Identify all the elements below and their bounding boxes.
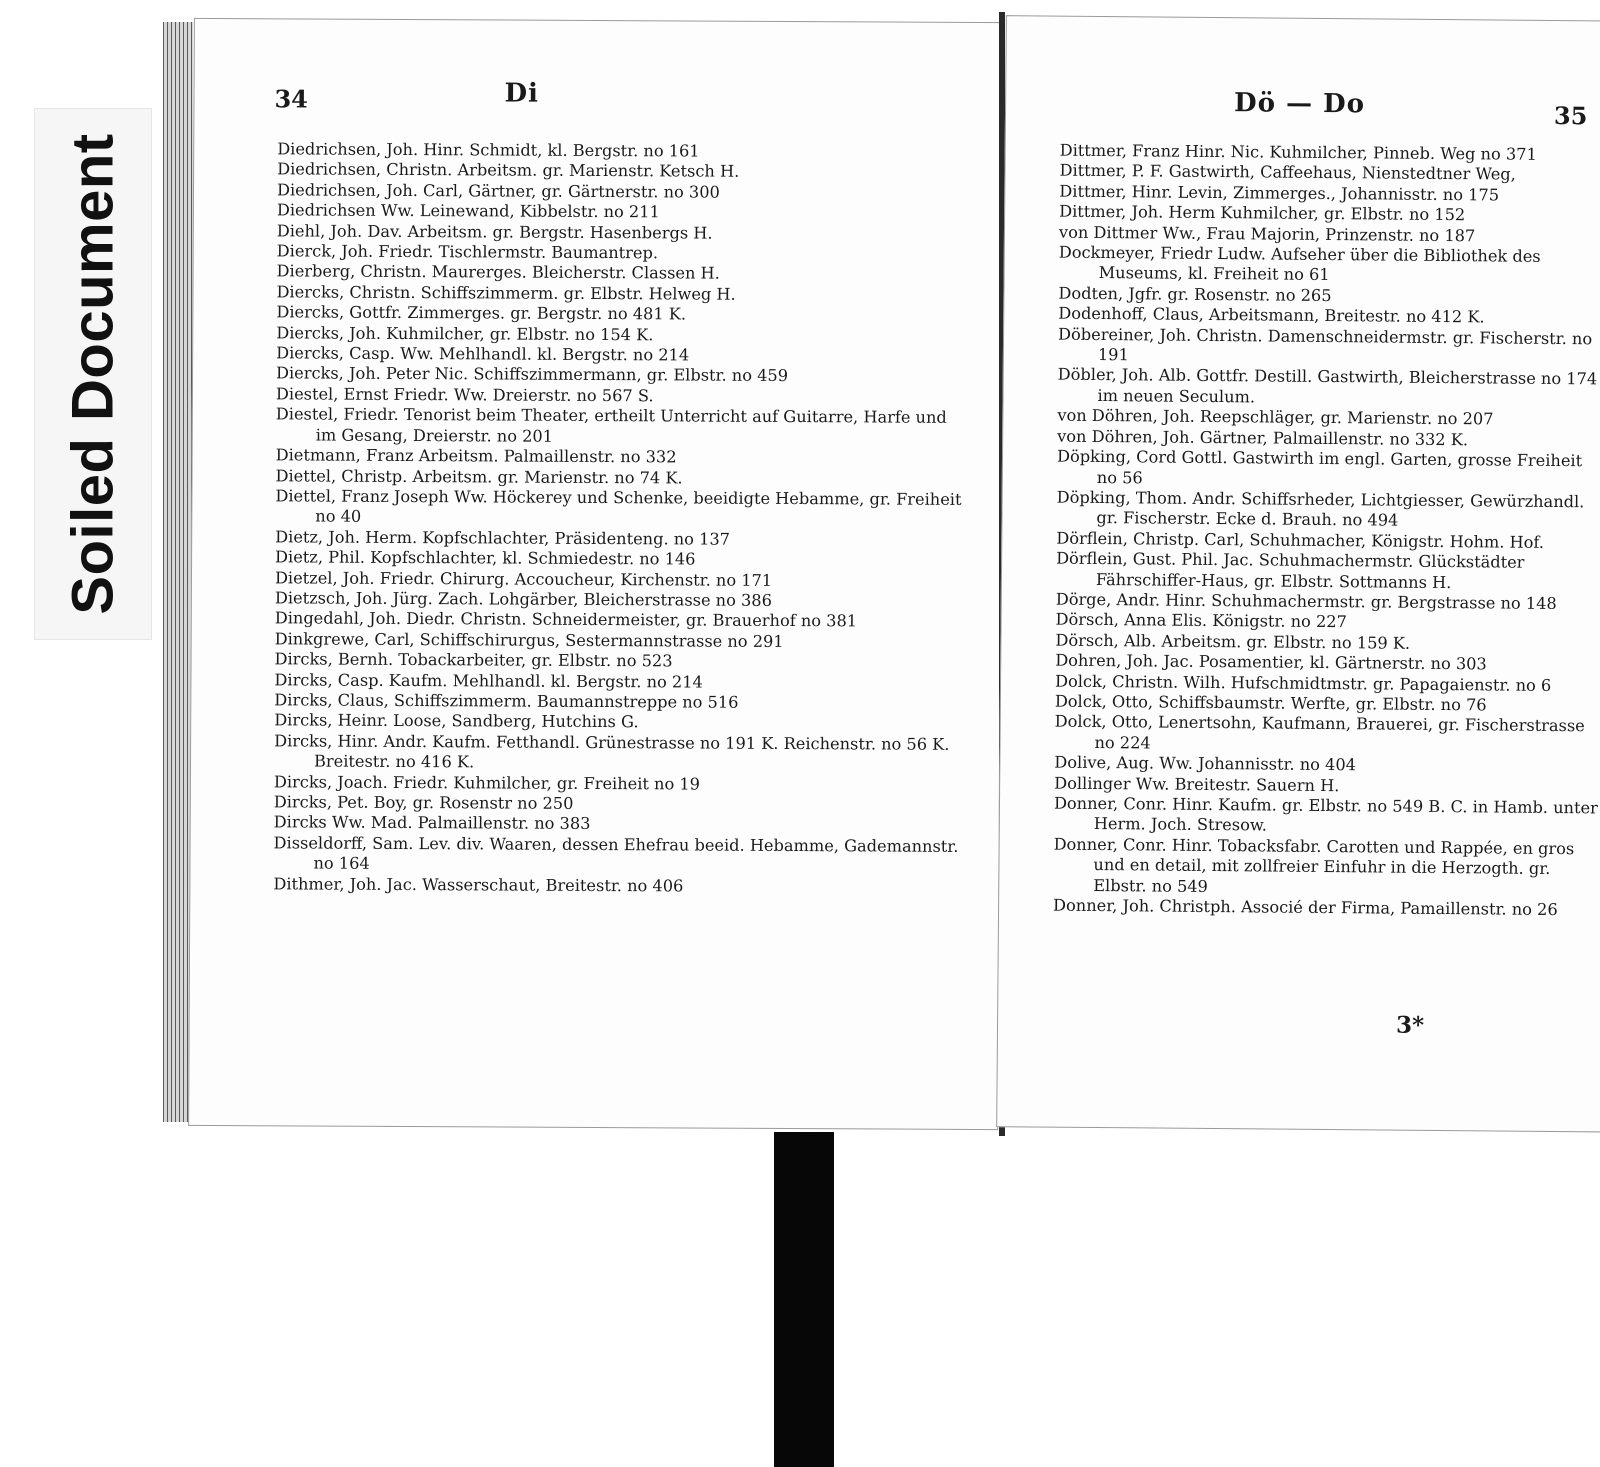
- directory-entry: Dircks, Heinr. Loose, Sandberg, Hutchins G.: [274, 710, 639, 732]
- directory-entry: Dircks, Joach. Friedr. Kuhmilcher, gr. Freiheit no 19: [273, 771, 701, 794]
- open-book: [163, 12, 1598, 1132]
- directory-entry: Dietzsch, Joh. Jürg. Zach. Lohgärber, Bleicherstrasse no 386: [274, 588, 772, 610]
- soiled-document-stamp: [34, 108, 152, 640]
- directory-entry: Diercks, Gottfr. Zimmerges. gr. Bergstr. no 481 K.: [276, 302, 687, 324]
- directory-entry: Dittmer, Franz Hinr. Nic. Kuhmilcher, Pinneb. Weg no 371: [1059, 140, 1537, 164]
- directory-entry: Dollinger Ww. Breitestr. Sauern H.: [1054, 773, 1340, 795]
- directory-entry: Dockmeyer, Friedr Ludw. Aufseher über die Bibliothek des Museums, kl. Freiheit no 61: [1058, 242, 1541, 285]
- directory-entry: Dietz, Joh. Herm. Kopfschlachter, Präsidenteng. no 137: [275, 527, 731, 549]
- directory-entry: Dietzel, Joh. Friedr. Chirurg. Accoucheur, Kirchenstr. no 171: [274, 567, 773, 590]
- directory-entry: von Döhren, Joh. Gärtner, Palmaillenstr. no 332 K.: [1057, 426, 1469, 449]
- directory-entry: Dircks, Hinr. Andr. Kaufm. Fetthandl. Grünestrasse no 191 K. Reichenstr. no 56 K. Breitestr. no 416 K.: [274, 731, 950, 772]
- directory-entry: Dörflein, Gust. Phil. Jac. Schuhmachermstr. Glückstädter Fährschiffer-Haus, gr. Elbstr. Sottmanns H.: [1056, 548, 1525, 592]
- directory-entry: Dolck, Otto, Lenertsohn, Kaufmann, Brauerei, gr. Fischerstrasse no 224: [1054, 712, 1585, 753]
- directory-entry: Dodenhoff, Claus, Arbeitsmann, Breitestr. no 412 K.: [1058, 303, 1485, 327]
- directory-entry: Dörflein, Christp. Carl, Schuhmacher, Königstr. Hohm. Hof.: [1056, 528, 1545, 552]
- directory-entry: Diedrichsen Ww. Leinewand, Kibbelstr. no 211: [276, 200, 660, 222]
- directory-entries-right: [1053, 141, 1600, 921]
- directory-entry: Dircks Ww. Mad. Palmaillenstr. no 383: [273, 812, 591, 834]
- directory-entry: Donner, Conr. Hinr. Tobacksfabr. Carotten und Rappée, en gros und en detail, mit zollfreier Einfuhr in die Herzogth. gr. Elbstr. no 549: [1053, 834, 1575, 896]
- directory-entry: Döpking, Thom. Andr. Schiffsrheder, Lichtgiesser, Gewürzhandl. gr. Fischerstr. Ecke d. Brauh. no 494: [1056, 487, 1585, 530]
- directory-entry: Dolck, Otto, Schiffsbaumstr. Werfte, gr. Elbstr. no 76: [1054, 691, 1487, 715]
- stamp-label: Soiled Document: [60, 133, 126, 615]
- running-head-right: Dö — Do: [1233, 88, 1366, 120]
- directory-entry: Diedrichsen, Joh. Hinr. Schmidt, kl. Bergstr. no 161: [277, 139, 700, 161]
- directory-entry: Döpking, Cord Gottl. Gastwirth im engl. Garten, grosse Freiheit no 56: [1056, 446, 1583, 487]
- directory-entry: Dolive, Aug. Ww. Johannisstr. no 404: [1054, 752, 1357, 775]
- directory-entry: Diehl, Joh. Dav. Arbeitsm. gr. Bergstr. Hasenbergs H.: [276, 220, 713, 243]
- directory-entry: Diedrichsen, Joh. Carl, Gärtner, gr. Gärtnerstr. no 300: [276, 180, 720, 202]
- directory-entry: Dittmer, P. F. Gastwirth, Caffeehaus, Nienstedtner Weg,: [1059, 161, 1516, 185]
- directory-entries-left: [273, 139, 967, 898]
- directory-entry: Dohren, Joh. Jac. Posamentier, kl. Gärtnerstr. no 303: [1055, 650, 1487, 674]
- directory-entry: Dircks, Pet. Boy, gr. Rosenstr no 250: [273, 792, 574, 813]
- directory-entry: Dircks, Claus, Schiffszimmerm. Baumannstreppe no 516: [274, 690, 739, 712]
- directory-entry: Diestel, Ernst Friedr. Ww. Dreierstr. no 567 S.: [275, 384, 654, 406]
- directory-entry: Dittmer, Joh. Herm Kuhmilcher, gr. Elbstr. no 152: [1059, 201, 1466, 225]
- directory-entry: Diercks, Christn. Schiffszimmerm. gr. Elbstr. Helweg H.: [276, 282, 736, 304]
- directory-entry: von Dittmer Ww., Frau Majorin, Prinzenstr. no 187: [1058, 222, 1476, 245]
- directory-entry: Diercks, Joh. Kuhmilcher, gr. Elbstr. no 154 K.: [276, 322, 654, 344]
- directory-entry: Dierck, Joh. Friedr. Tischlermstr. Baumantrep.: [276, 241, 659, 263]
- directory-entry: Dinkgrewe, Carl, Schiffschirurgus, Sestermannstrasse no 291: [274, 629, 784, 651]
- directory-entry: Dietmann, Franz Arbeitsm. Palmaillenstr. no 332: [275, 445, 677, 467]
- signature-mark: 3*: [1395, 1011, 1425, 1039]
- directory-entry: Dircks, Casp. Kaufm. Mehlhandl. kl. Bergstr. no 214: [274, 669, 703, 692]
- directory-entry: Diercks, Joh. Peter Nic. Schiffszimmermann, gr. Elbstr. no 459: [275, 363, 789, 386]
- directory-entry: Diedrichsen, Christn. Arbeitsm. gr. Marienstr. Ketsch H.: [277, 159, 740, 182]
- right-page: [996, 15, 1600, 1133]
- directory-entry: Diettel, Franz Joseph Ww. Höckerey und Schenke, beeidigte Hebamme, gr. Freiheit no 40: [275, 486, 962, 527]
- directory-entry: Dolck, Christn. Wilh. Hufschmidtmstr. gr. Papagaienstr. no 6: [1054, 671, 1552, 695]
- directory-entry: Dingedahl, Joh. Diedr. Christn. Schneidermeister, gr. Brauerhof no 381: [274, 608, 858, 631]
- directory-entry: Dithmer, Joh. Jac. Wasserschaut, Breitestr. no 406: [273, 873, 684, 896]
- directory-entry: Dietz, Phil. Kopfschlachter, kl. Schmiedestr. no 146: [275, 547, 696, 569]
- page-number-right: 35: [1553, 100, 1588, 131]
- directory-entry: Dircks, Bernh. Tobackarbeiter, gr. Elbstr. no 523: [274, 649, 673, 671]
- directory-entry: Döbereiner, Joh. Christn. Damenschneidermstr. gr. Fischerstr. no 191: [1058, 324, 1593, 365]
- directory-entry: Dörsch, Alb. Arbeitsm. gr. Elbstr. no 159 K.: [1055, 630, 1411, 653]
- left-page: [188, 18, 1004, 1130]
- directory-entry: von Döhren, Joh. Reepschläger, gr. Marienstr. no 207: [1057, 405, 1494, 429]
- page-number-left: 34: [274, 84, 308, 114]
- directory-entry: Diettel, Christp. Arbeitsm. gr. Marienstr. no 74 K.: [275, 465, 683, 487]
- directory-entry: Donner, Conr. Hinr. Kaufm. gr. Elbstr. no 549 B. C. in Hamb. unter Herm. Joch. Stresow.: [1053, 793, 1598, 835]
- directory-entry: Dittmer, Hinr. Levin, Zimmerges., Johannisstr. no 175: [1059, 181, 1500, 205]
- directory-entry: Dodten, Jgfr. gr. Rosenstr. no 265: [1058, 283, 1332, 305]
- running-head-left: Di: [504, 78, 540, 109]
- directory-entry: Donner, Joh. Christph. Associé der Firma, Pamaillenstr. no 26: [1053, 895, 1558, 920]
- directory-entry: Diercks, Casp. Ww. Mehlhandl. kl. Bergstr. no 214: [276, 343, 690, 365]
- ribbon-bookmark: [774, 1132, 834, 1467]
- directory-entry: Dierberg, Christn. Maurerges. Bleicherstr. Classen H.: [276, 261, 720, 284]
- directory-entry: Döbler, Joh. Alb. Gottfr. Destill. Gastwirth, Bleicherstrasse no 174 im neuen Seculum.: [1057, 365, 1598, 407]
- directory-entry: Dörge, Andr. Hinr. Schuhmachermstr. gr. Bergstrasse no 148: [1055, 589, 1557, 613]
- directory-entry: Disseldorff, Sam. Lev. div. Waaren, dessen Ehefrau beeid. Hebamme, Gademannstr. no 164: [273, 833, 959, 874]
- directory-entry: Diestel, Friedr. Tenorist beim Theater, ertheilt Unterricht auf Guitarre, Harfe und im Gesang, Dreierstr. no 201: [275, 404, 947, 446]
- directory-entry: Dörsch, Anna Elis. Königstr. no 227: [1055, 609, 1347, 632]
